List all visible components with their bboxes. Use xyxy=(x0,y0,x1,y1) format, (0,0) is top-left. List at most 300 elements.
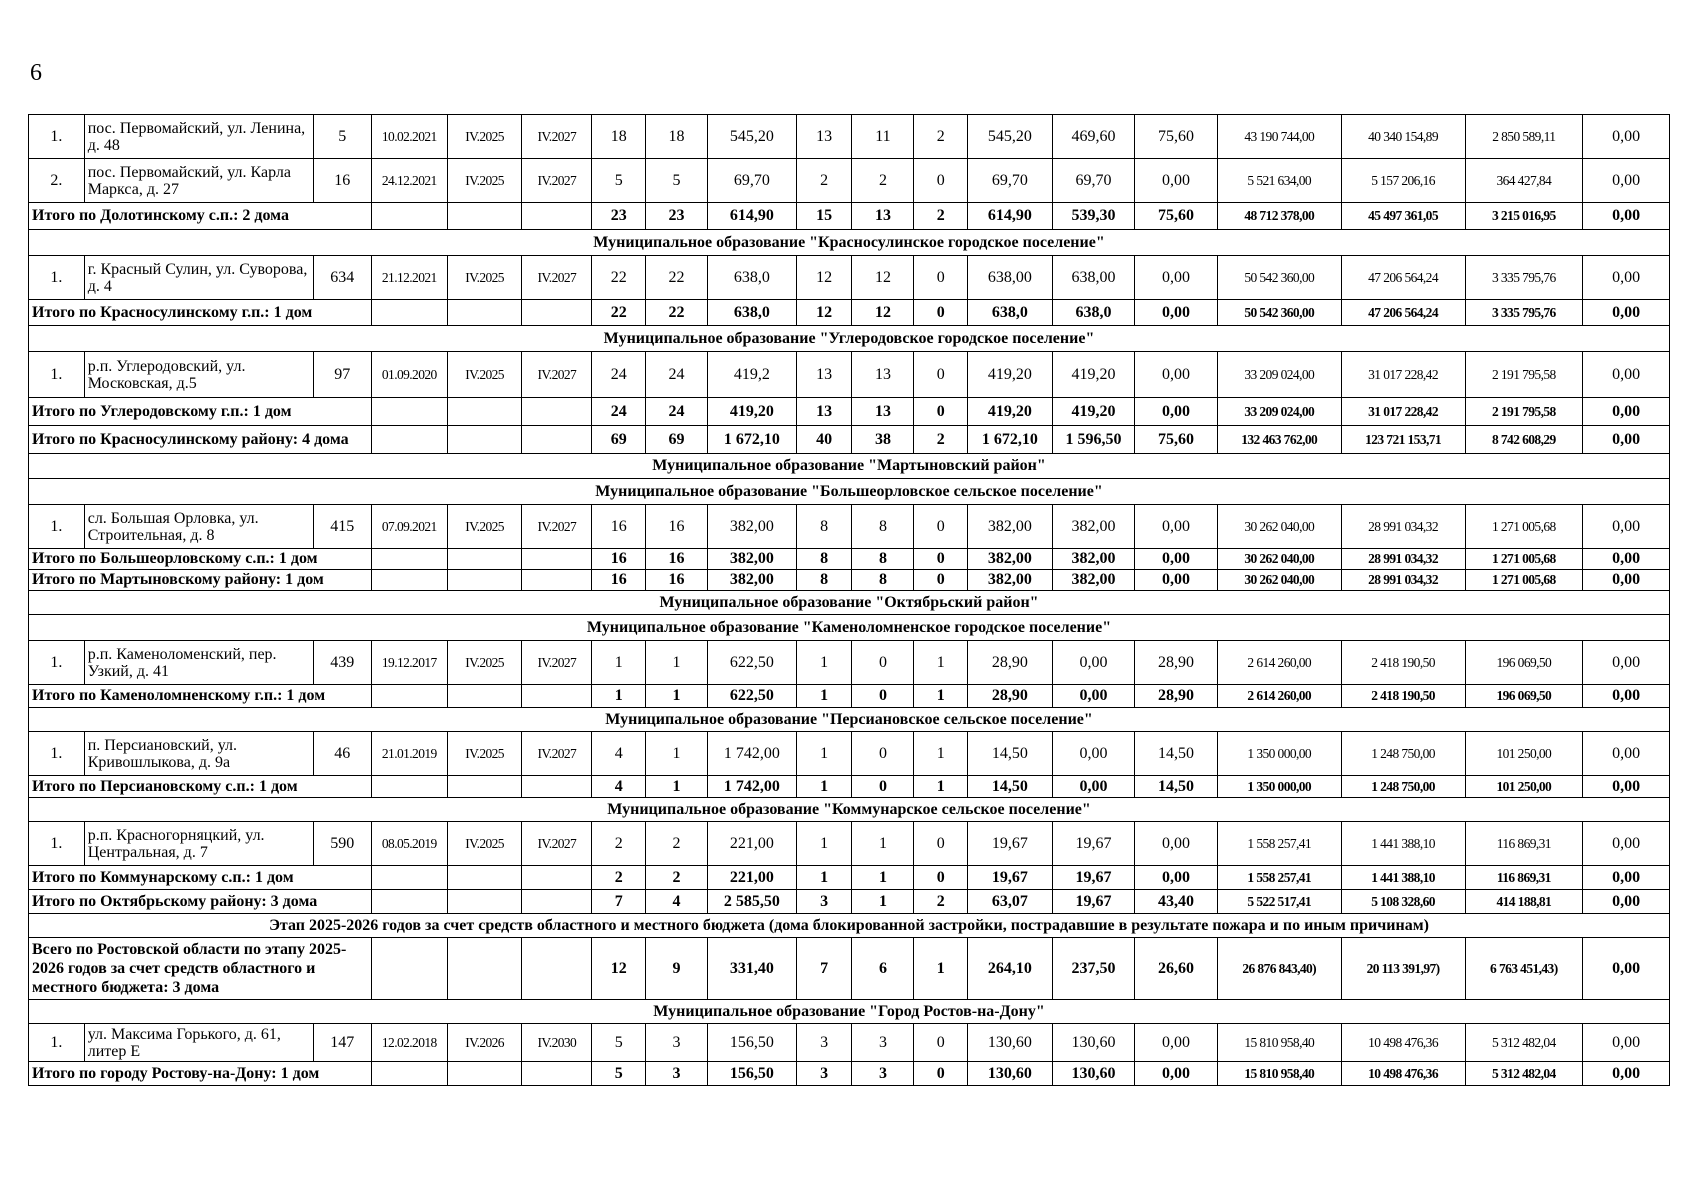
table-cell: 382,00 xyxy=(968,549,1053,570)
table-cell: IV.2027 xyxy=(522,505,592,549)
table-cell: 221,00 xyxy=(708,866,797,890)
table-cell: IV.2025 xyxy=(447,256,521,300)
section-header: Муниципальное образование "Красносулинское городское поселение" xyxy=(29,230,1670,256)
table-cell: 1 xyxy=(796,866,852,890)
table-cell: 5 xyxy=(646,159,708,203)
table-cell xyxy=(371,685,447,708)
table-cell: 0,00 xyxy=(1135,505,1218,549)
total-row xyxy=(29,776,1670,798)
table-cell: 1 xyxy=(592,685,646,708)
table-cell: 75,60 xyxy=(1135,203,1218,230)
address-cell: сл. Большая Орловка, ул. Строительная, д. 8 xyxy=(84,505,313,549)
total-row xyxy=(29,890,1670,914)
table-row xyxy=(29,159,1670,203)
table-cell: 2 xyxy=(592,866,646,890)
table-cell: 5 xyxy=(592,1024,646,1062)
table-cell xyxy=(371,549,447,570)
table-cell: 1 xyxy=(914,776,968,798)
table-cell xyxy=(371,203,447,230)
table-cell: 23 xyxy=(592,203,646,230)
table-cell xyxy=(522,890,592,914)
table-cell xyxy=(522,570,592,591)
table-row xyxy=(29,822,1670,866)
table-cell xyxy=(447,685,521,708)
table-cell: 40 xyxy=(796,426,852,454)
table-cell: 1 672,10 xyxy=(708,426,797,454)
table-cell: IV.2027 xyxy=(522,159,592,203)
table-cell xyxy=(447,890,521,914)
table-cell: 0,00 xyxy=(1583,426,1670,454)
section-header-row xyxy=(29,1000,1670,1024)
table-cell: 1 xyxy=(914,732,968,776)
table-cell: 0 xyxy=(914,570,968,591)
table-cell: 12 xyxy=(796,256,852,300)
total-row xyxy=(29,300,1670,326)
table-cell: 8 xyxy=(796,549,852,570)
table-cell xyxy=(371,426,447,454)
table-cell: 419,20 xyxy=(968,398,1053,426)
table-cell: 0,00 xyxy=(1135,398,1218,426)
table-cell: 1 xyxy=(796,641,852,685)
total-row xyxy=(29,938,1670,1000)
total-label: Всего по Ростовской области по этапу 2025-2026 годов за счет средств областного и местного бюджета: 3 дома xyxy=(29,938,372,1000)
table-cell: 0,00 xyxy=(1135,822,1218,866)
table-cell xyxy=(371,570,447,591)
table-cell: 10 498 476,36 xyxy=(1341,1024,1465,1062)
table-cell: 0,00 xyxy=(1583,505,1670,549)
table-cell: 4 xyxy=(592,776,646,798)
table-cell: 1 271 005,68 xyxy=(1465,505,1583,549)
table-cell: 123 721 153,71 xyxy=(1341,426,1465,454)
page-number: 6 xyxy=(30,60,42,86)
total-label: Итого по Коммунарскому с.п.: 1 дом xyxy=(29,866,372,890)
table-cell: 156,50 xyxy=(708,1024,797,1062)
total-label: Итого по Углеродовскому г.п.: 1 дом xyxy=(29,398,372,426)
total-row xyxy=(29,1062,1670,1086)
table-cell: IV.2030 xyxy=(522,1024,592,1062)
table-cell: 0 xyxy=(914,866,968,890)
table-cell: 26 876 843,40) xyxy=(1217,938,1341,1000)
table-cell: 622,50 xyxy=(708,685,797,708)
table-cell: 1 350 000,00 xyxy=(1217,732,1341,776)
table-cell: 638,00 xyxy=(1052,256,1135,300)
total-label: Итого по Каменоломненскому г.п.: 1 дом xyxy=(29,685,372,708)
table-cell: 13 xyxy=(796,352,852,398)
table-cell: 0,00 xyxy=(1135,1024,1218,1062)
table-cell: 33 209 024,00 xyxy=(1217,398,1341,426)
table-cell xyxy=(447,549,521,570)
table-cell: 4 xyxy=(646,890,708,914)
table-cell: 5 521 634,00 xyxy=(1217,159,1341,203)
table-cell: 1 742,00 xyxy=(708,776,797,798)
total-label: Итого по Красносулинскому району: 4 дома xyxy=(29,426,372,454)
total-row xyxy=(29,866,1670,890)
table-cell xyxy=(447,1062,521,1086)
table-cell: 1 xyxy=(914,641,968,685)
table-cell: 614,90 xyxy=(968,203,1053,230)
table-cell: 0,00 xyxy=(1583,822,1670,866)
table-cell: 0 xyxy=(852,641,914,685)
table-cell: 0,00 xyxy=(1135,1062,1218,1086)
total-row xyxy=(29,549,1670,570)
section-header: Муниципальное образование "Мартыновский район" xyxy=(29,454,1670,479)
table-cell: 1 672,10 xyxy=(968,426,1053,454)
table-cell xyxy=(371,300,447,326)
table-cell: 415 xyxy=(313,505,371,549)
table-cell: 1. xyxy=(29,115,85,159)
section-header: Муниципальное образование "Углеродовское городское поселение" xyxy=(29,326,1670,352)
table-cell: 1. xyxy=(29,505,85,549)
table-cell: 21.12.2021 xyxy=(371,256,447,300)
table-cell: 1 350 000,00 xyxy=(1217,776,1341,798)
table-cell: 31 017 228,42 xyxy=(1341,398,1465,426)
table-cell: 14,50 xyxy=(968,776,1053,798)
table-cell: 1 271 005,68 xyxy=(1465,570,1583,591)
table-cell: 0,00 xyxy=(1135,549,1218,570)
table-cell: 16 xyxy=(646,549,708,570)
table-cell: 116 869,31 xyxy=(1465,822,1583,866)
table-cell: 40 340 154,89 xyxy=(1341,115,1465,159)
table-cell: 2 xyxy=(914,203,968,230)
table-cell: 0 xyxy=(914,505,968,549)
table-cell xyxy=(447,426,521,454)
table-cell: 50 542 360,00 xyxy=(1217,256,1341,300)
address-cell: п. Персиановский, ул. Кривошлыкова, д. 9а xyxy=(84,732,313,776)
table-cell xyxy=(447,866,521,890)
table-cell: 237,50 xyxy=(1052,938,1135,1000)
table-cell: 38 xyxy=(852,426,914,454)
table-cell: 0,00 xyxy=(1583,732,1670,776)
table-cell: 28 991 034,32 xyxy=(1341,505,1465,549)
table-cell: 2 191 795,58 xyxy=(1465,398,1583,426)
table-cell: 1 xyxy=(646,776,708,798)
section-header-row xyxy=(29,326,1670,352)
table-cell: 19,67 xyxy=(968,866,1053,890)
table-cell: 1. xyxy=(29,641,85,685)
address-cell: р.п. Красногорняцкий, ул. Центральная, д. 7 xyxy=(84,822,313,866)
housing-program-table xyxy=(28,114,1670,1086)
table-cell: 638,0 xyxy=(968,300,1053,326)
table-cell: 16 xyxy=(313,159,371,203)
table-cell: 419,20 xyxy=(968,352,1053,398)
total-label: Итого по Октябрьскому району: 3 дома xyxy=(29,890,372,914)
table-cell: 382,00 xyxy=(968,570,1053,591)
address-cell: р.п. Углеродовский, ул. Московская, д.5 xyxy=(84,352,313,398)
table-cell: 469,60 xyxy=(1052,115,1135,159)
table-cell: 26,60 xyxy=(1135,938,1218,1000)
table-cell: 3 xyxy=(646,1024,708,1062)
table-cell: 0,00 xyxy=(1135,352,1218,398)
table-cell: 1 xyxy=(796,685,852,708)
table-cell: 2 585,50 xyxy=(708,890,797,914)
table-cell: 20 113 391,97) xyxy=(1341,938,1465,1000)
total-label: Итого по Персиановскому с.п.: 1 дом xyxy=(29,776,372,798)
table-cell: 2 418 190,50 xyxy=(1341,641,1465,685)
table-cell: 196 069,50 xyxy=(1465,685,1583,708)
table-cell: 1 xyxy=(914,938,968,1000)
address-cell: р.п. Каменоломенский, пер. Узкий, д. 41 xyxy=(84,641,313,685)
table-cell: 1 xyxy=(796,776,852,798)
table-cell: 0,00 xyxy=(1583,776,1670,798)
table-cell: 4 xyxy=(592,732,646,776)
table-cell: 5 108 328,60 xyxy=(1341,890,1465,914)
section-header: Муниципальное образование "Персиановское сельское поселение" xyxy=(29,708,1670,732)
table-cell: 5 xyxy=(592,159,646,203)
table-cell: 0 xyxy=(914,822,968,866)
table-cell: 01.09.2020 xyxy=(371,352,447,398)
table-cell: 75,60 xyxy=(1135,426,1218,454)
table-cell: 0,00 xyxy=(1583,685,1670,708)
table-cell: 8 xyxy=(796,505,852,549)
table-cell: 08.05.2019 xyxy=(371,822,447,866)
table-cell: 1 xyxy=(852,866,914,890)
table-row xyxy=(29,505,1670,549)
table-cell xyxy=(522,300,592,326)
table-cell: 0 xyxy=(852,685,914,708)
table-cell: 638,00 xyxy=(968,256,1053,300)
table-cell: IV.2025 xyxy=(447,352,521,398)
table-cell: 47 206 564,24 xyxy=(1341,256,1465,300)
table-cell: 3 335 795,76 xyxy=(1465,256,1583,300)
table-cell: 28,90 xyxy=(968,641,1053,685)
table-cell: 47 206 564,24 xyxy=(1341,300,1465,326)
table-row xyxy=(29,352,1670,398)
table-cell: 622,50 xyxy=(708,641,797,685)
table-cell: 638,0 xyxy=(1052,300,1135,326)
table-cell: 414 188,81 xyxy=(1465,890,1583,914)
table-cell: 130,60 xyxy=(968,1062,1053,1086)
table-cell: 63,07 xyxy=(968,890,1053,914)
table-cell: 22 xyxy=(592,256,646,300)
section-header-row xyxy=(29,230,1670,256)
table-cell: 382,00 xyxy=(1052,505,1135,549)
table-cell: 1 xyxy=(646,732,708,776)
section-header-row xyxy=(29,615,1670,641)
table-row xyxy=(29,256,1670,300)
table-cell: 130,60 xyxy=(1052,1024,1135,1062)
table-cell: 0 xyxy=(914,549,968,570)
table-cell: 634 xyxy=(313,256,371,300)
table-cell: 1 271 005,68 xyxy=(1465,549,1583,570)
table-cell: 0 xyxy=(852,776,914,798)
table-cell: 2 418 190,50 xyxy=(1341,685,1465,708)
table-cell xyxy=(371,398,447,426)
table-cell: 24 xyxy=(646,352,708,398)
total-label: Итого по Мартыновскому району: 1 дом xyxy=(29,570,372,591)
table-cell: 1 558 257,41 xyxy=(1217,822,1341,866)
table-cell: 0 xyxy=(914,256,968,300)
table-cell: IV.2025 xyxy=(447,159,521,203)
table-cell: 1 248 750,00 xyxy=(1341,776,1465,798)
table-cell: 2 614 260,00 xyxy=(1217,641,1341,685)
table-cell: 9 xyxy=(646,938,708,1000)
table-cell: 0,00 xyxy=(1583,159,1670,203)
table-cell: 2 xyxy=(914,890,968,914)
table-cell: 5 312 482,04 xyxy=(1465,1024,1583,1062)
table-cell: 5 xyxy=(592,1062,646,1086)
table-cell: 130,60 xyxy=(968,1024,1053,1062)
table-cell: 0,00 xyxy=(1583,641,1670,685)
table-cell: 0,00 xyxy=(1583,866,1670,890)
table-cell xyxy=(447,570,521,591)
table-cell: 382,00 xyxy=(708,570,797,591)
table-cell: 0,00 xyxy=(1583,352,1670,398)
section-header-row xyxy=(29,914,1670,938)
table-cell: 16 xyxy=(646,505,708,549)
table-cell: IV.2026 xyxy=(447,1024,521,1062)
table-cell: 1 441 388,10 xyxy=(1341,822,1465,866)
table-cell: 16 xyxy=(592,505,646,549)
table-cell: 28,90 xyxy=(1135,685,1218,708)
table-cell: 2 xyxy=(646,866,708,890)
table-cell: 0,00 xyxy=(1583,203,1670,230)
table-cell: 46 xyxy=(313,732,371,776)
table-cell: IV.2027 xyxy=(522,352,592,398)
table-cell: 0 xyxy=(914,300,968,326)
table-cell: 2 xyxy=(914,426,968,454)
table-cell: 18 xyxy=(592,115,646,159)
table-cell: 3 xyxy=(796,1062,852,1086)
table-row xyxy=(29,1024,1670,1062)
table-cell: 0,00 xyxy=(1135,300,1218,326)
table-cell xyxy=(522,1062,592,1086)
table-cell: 30 262 040,00 xyxy=(1217,505,1341,549)
table-cell: 21.01.2019 xyxy=(371,732,447,776)
section-header-row xyxy=(29,479,1670,505)
table-cell: 24.12.2021 xyxy=(371,159,447,203)
table-cell: 1 xyxy=(852,822,914,866)
section-header-row xyxy=(29,454,1670,479)
table-cell xyxy=(522,776,592,798)
table-cell: 8 xyxy=(796,570,852,591)
table-cell: 50 542 360,00 xyxy=(1217,300,1341,326)
table-cell: 1 xyxy=(796,732,852,776)
table-cell xyxy=(522,426,592,454)
table-cell: 3 xyxy=(796,1024,852,1062)
table-cell: 13 xyxy=(852,398,914,426)
table-cell: 28,90 xyxy=(968,685,1053,708)
section-header: Муниципальное образование "Город Ростов-на-Дону" xyxy=(29,1000,1670,1024)
table-cell: 1. xyxy=(29,822,85,866)
table-cell: 10.02.2021 xyxy=(371,115,447,159)
table-cell: 0,00 xyxy=(1135,866,1218,890)
total-row xyxy=(29,570,1670,591)
table-cell: 33 209 024,00 xyxy=(1217,352,1341,398)
table-cell: 69,70 xyxy=(1052,159,1135,203)
table-cell xyxy=(447,203,521,230)
table-cell: 22 xyxy=(646,300,708,326)
table-cell: 545,20 xyxy=(968,115,1053,159)
table-cell: 69,70 xyxy=(708,159,797,203)
table-cell: 2 xyxy=(914,115,968,159)
total-label: Итого по Большеорловскому с.п.: 1 дом xyxy=(29,549,372,570)
table-cell: 5 xyxy=(313,115,371,159)
table-cell: 0,00 xyxy=(1583,890,1670,914)
table-cell: 1. xyxy=(29,1024,85,1062)
table-cell: 331,40 xyxy=(708,938,797,1000)
table-cell: 0,00 xyxy=(1052,732,1135,776)
table-row xyxy=(29,641,1670,685)
table-cell: 419,20 xyxy=(1052,398,1135,426)
table-cell: 15 810 958,40 xyxy=(1217,1062,1341,1086)
table-cell xyxy=(371,1062,447,1086)
table-row xyxy=(29,732,1670,776)
table-cell: IV.2027 xyxy=(522,115,592,159)
table-cell: 13 xyxy=(796,115,852,159)
table-cell: 130,60 xyxy=(1052,1062,1135,1086)
table-cell: 2 xyxy=(796,159,852,203)
table-cell: 1. xyxy=(29,256,85,300)
table-cell: 545,20 xyxy=(708,115,797,159)
table-cell: 13 xyxy=(852,352,914,398)
table-cell xyxy=(522,398,592,426)
table-cell: 0,00 xyxy=(1583,115,1670,159)
table-cell: 419,20 xyxy=(1052,352,1135,398)
total-row xyxy=(29,398,1670,426)
table-cell: 15 xyxy=(796,203,852,230)
table-cell: 3 xyxy=(646,1062,708,1086)
table-cell: 0,00 xyxy=(1583,256,1670,300)
table-cell: 0 xyxy=(914,352,968,398)
table-cell xyxy=(522,549,592,570)
table-cell: IV.2027 xyxy=(522,256,592,300)
table-cell: 0 xyxy=(852,732,914,776)
address-cell: пос. Первомайский, ул. Ленина, д. 48 xyxy=(84,115,313,159)
table-cell: 16 xyxy=(646,570,708,591)
address-cell: пос. Первомайский, ул. Карла Маркса, д. 27 xyxy=(84,159,313,203)
table-cell: 156,50 xyxy=(708,1062,797,1086)
table-cell: 7 xyxy=(796,938,852,1000)
table-cell: 1 xyxy=(914,685,968,708)
table-cell: 6 xyxy=(852,938,914,1000)
table-cell: 101 250,00 xyxy=(1465,732,1583,776)
table-cell: 43,40 xyxy=(1135,890,1218,914)
table-cell: 6 763 451,43) xyxy=(1465,938,1583,1000)
total-row xyxy=(29,685,1670,708)
table-cell: 1 xyxy=(646,685,708,708)
table-cell: 638,0 xyxy=(708,256,797,300)
table-cell: 439 xyxy=(313,641,371,685)
table-cell: 0 xyxy=(914,398,968,426)
table-cell: 12 xyxy=(592,938,646,1000)
table-cell: IV.2027 xyxy=(522,732,592,776)
table-cell: IV.2025 xyxy=(447,115,521,159)
table-cell: 1 558 257,41 xyxy=(1217,866,1341,890)
table-cell: 382,00 xyxy=(1052,549,1135,570)
table-cell: 14,50 xyxy=(1135,732,1218,776)
table-cell: 0,00 xyxy=(1052,641,1135,685)
table-cell: 382,00 xyxy=(708,505,797,549)
table-cell: 1 596,50 xyxy=(1052,426,1135,454)
section-header-row xyxy=(29,798,1670,822)
table-cell: IV.2025 xyxy=(447,732,521,776)
table-cell: 07.09.2021 xyxy=(371,505,447,549)
table-cell: 2 xyxy=(592,822,646,866)
table-cell: 12 xyxy=(852,300,914,326)
table-cell: 0,00 xyxy=(1583,549,1670,570)
table-cell: IV.2025 xyxy=(447,641,521,685)
table-cell: IV.2027 xyxy=(522,822,592,866)
table-cell xyxy=(447,938,521,1000)
table-cell: 0,00 xyxy=(1583,300,1670,326)
table-cell: 147 xyxy=(313,1024,371,1062)
table-cell: 382,00 xyxy=(1052,570,1135,591)
table-cell: 69,70 xyxy=(968,159,1053,203)
table-cell xyxy=(447,300,521,326)
section-header-row xyxy=(29,708,1670,732)
table-cell: 10 498 476,36 xyxy=(1341,1062,1465,1086)
section-header: Муниципальное образование "Октябрьский район" xyxy=(29,591,1670,615)
